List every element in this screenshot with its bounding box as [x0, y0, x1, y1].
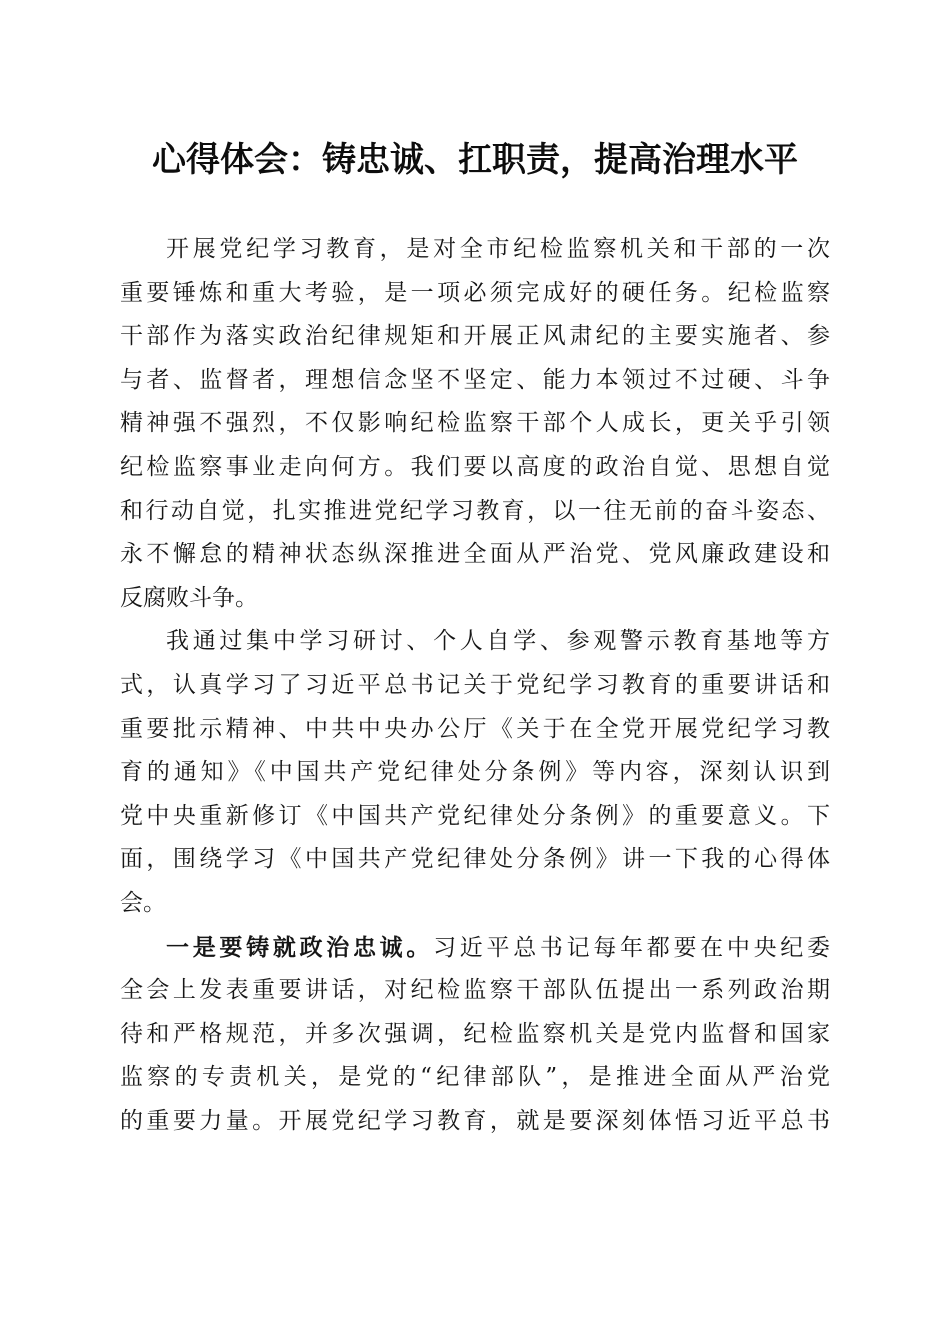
- section-lead-heading: 一是要铸就政治忠诚。: [166, 933, 434, 961]
- paragraph-line: 的重要力量。开展党纪学习教育，就是要深刻体悟习近平总书: [120, 1107, 830, 1134]
- paragraph-line: 会。: [120, 889, 166, 916]
- paragraph-line: 式，认真学习了习近平总书记关于党纪学习教育的重要讲话和: [120, 671, 830, 698]
- paragraph-line: 开展党纪学习教育，是对全市纪检监察机关和干部的一次: [166, 236, 830, 262]
- paragraph-line: 党中央重新修订《中国共产党纪律处分条例》的重要意义。下: [120, 802, 830, 829]
- paragraph-line: 重要批示精神、中共中央办公厅《关于在全党开展党纪学习教: [120, 715, 830, 742]
- paragraph-2: [120, 620, 830, 925]
- paragraph-line: 育的通知》《中国共产党纪律处分条例》等内容，深刻认识到: [120, 759, 830, 786]
- paragraph-line: 精神强不强烈，不仅影响纪检监察干部个人成长，更关乎引领: [120, 410, 830, 437]
- document-title: 心得体会：铸忠诚、扛职责，提高治理水平: [152, 140, 798, 180]
- paragraph-line: 监察的专责机关，是党的“纪律部队”，是推进全面从严治党: [120, 1064, 830, 1091]
- paragraph-3: [120, 926, 830, 1144]
- paragraph-line: 干部作为落实政治纪律规矩和开展正风肃纪的主要实施者、参: [120, 323, 830, 350]
- paragraph-line-with-lead: [120, 926, 830, 970]
- paragraph-line: 和行动自觉，扎实推进党纪学习教育，以一往无前的奋斗姿态、: [120, 497, 830, 524]
- paragraph-text: 习近平总书记每年都要在中央纪委: [433, 934, 831, 961]
- paragraph-1: [120, 228, 830, 620]
- paragraph-line: 全会上发表重要讲话，对纪检监察干部队伍提出一系列政治期: [120, 977, 830, 1004]
- paragraph-line: 面，围绕学习《中国共产党纪律处分条例》讲一下我的心得体: [120, 846, 830, 873]
- paragraph-line: 待和严格规范，并多次强调，纪检监察机关是党内监督和国家: [120, 1020, 830, 1047]
- paragraph-line: 我通过集中学习研讨、个人自学、参观警示教育基地等方: [166, 628, 830, 655]
- paragraph-line: 反腐败斗争。: [120, 584, 258, 611]
- paragraph-line: 永不懈怠的精神状态纵深推进全面从严治党、党风廉政建设和: [120, 541, 830, 568]
- paragraph-line: 重要锤炼和重大考验，是一项必须完成好的硬任务。纪检监察: [120, 279, 830, 306]
- document-body: [120, 228, 830, 1143]
- paragraph-line: 与者、监督者，理想信念坚不坚定、能力本领过不过硬、斗争: [120, 366, 830, 393]
- paragraph-line: 纪检监察事业走向何方。我们要以高度的政治自觉、思想自觉: [120, 453, 830, 480]
